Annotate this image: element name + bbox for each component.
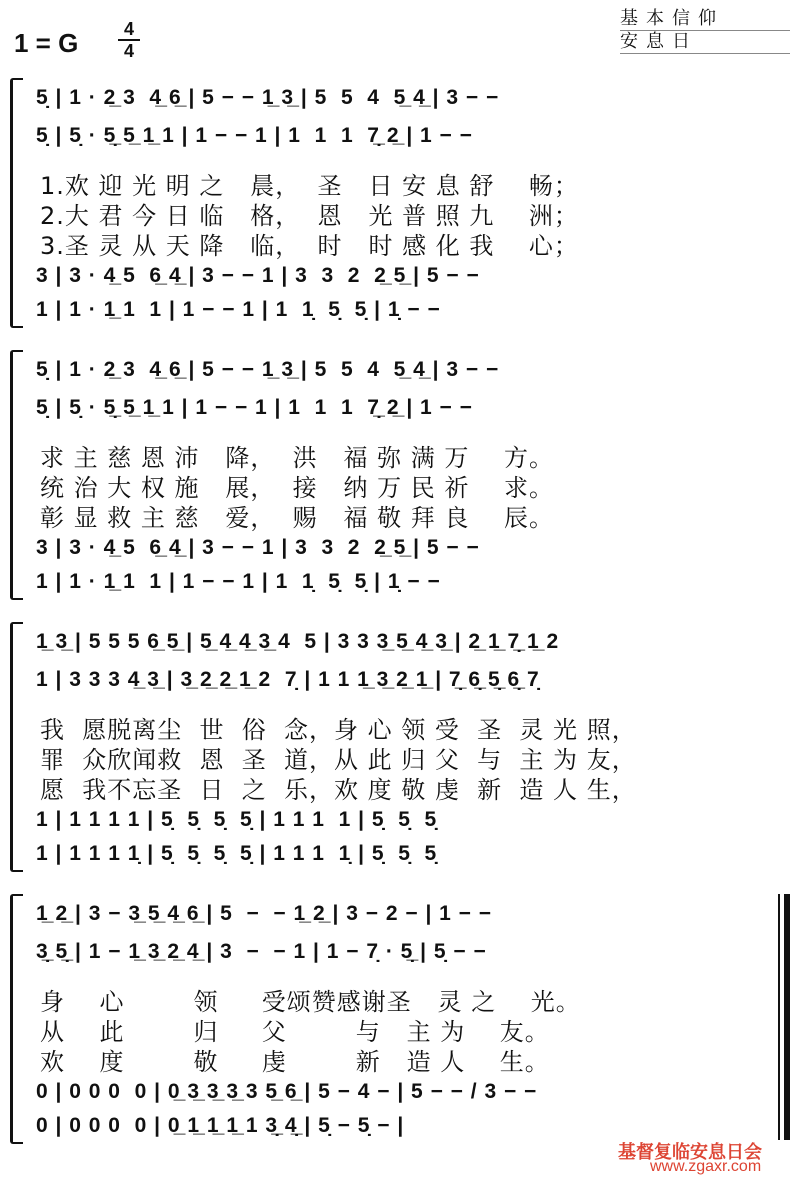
staff-soprano: 5̣ | 1 · 2̲ 3 4̲ 6̲ | 5 − − 1̲ 3̲ | 5 5 4 5̲ 4̲ | 3 − − [36, 358, 500, 381]
lyric-verse-3: 欢 度 敬 虔 新 造 人 生。 [40, 1048, 550, 1076]
lyric-verse-1: 1.欢 迎 光 明 之 晨， 圣 日 安 息 舒 畅； [40, 172, 579, 200]
staff-alto: 1 | 3 3 3 4̲ 3̲ | 3̲ 2̲ 2̲ 1̲ 2 7̣ | 1 1 1̲ 3̲ 2̲ 1̲ | 7̣̲ 6̣̲ 5̣̲ 6̣̲ 7̣ [36, 668, 540, 691]
staff-alto: 5̣ | 5̣ · 5̣̲ 5̲ 1̲ 1 | 1 − − 1 | 1 1 1 7̣̲ 2̲ | 1 − − [36, 124, 473, 147]
watermark-title: 基督复临安息日会 [618, 1142, 762, 1163]
staff-tenor: 1 | 1 1 1 1 | 5̣ 5̣ 5̣ 5̣ | 1 1 1 1 | 5̣ 5̣ 5̣ [36, 808, 438, 831]
system-brace [10, 350, 23, 600]
lyric-verse-3: 愿 我不忘圣 日 之 乐，欢 度 敬 虔 新 造 人 生， [40, 776, 637, 804]
lyric-verse-2: 2.大 君 今 日 临 格， 恩 光 普 照 九 洲； [40, 202, 579, 230]
staff-tenor: 3 | 3 · 4̲ 5 6̲ 4̲ | 3 − − 1 | 3 3 2 2̲ 5̲ | 5 − − [36, 536, 480, 559]
staff-bass: 0 | 0 0 0 0 | 0̲ 1̲ 1̲ 1̲ 1 3̣̲ 4̣̲ | 5̣ − 5̣ − | [36, 1114, 405, 1137]
time-bottom: 4 [123, 41, 134, 61]
lyric-verse-2: 统 治 大 权 施 展， 接 纳 万 民 祈 求。 [40, 474, 554, 502]
system-1 [0, 78, 800, 328]
staff-tenor: 3 | 3 · 4̲ 5 6̲ 4̲ | 3 − − 1 | 3 3 2 2̲ 5̲ | 5 − − [36, 264, 480, 287]
system-brace [10, 78, 23, 328]
lyric-verse-1: 身 心 领 受颂赞感谢圣 灵 之 光。 [40, 988, 581, 1016]
watermark-url: www.zgaxr.com [650, 1158, 762, 1175]
staff-bass: 1 | 1 · 1̲ 1 1 | 1 − − 1 | 1 1̣ 5̣ 5̣ | 1̣ − − [36, 298, 441, 321]
lyric-verse-1: 我 愿脱离尘 世 俗 念，身 心 领 受 圣 灵 光 照， [40, 716, 637, 744]
staff-soprano: 1̲ 3̲ | 5 5 5 6̲ 5̲ | 5̲ 4̲ 4̲ 3̲ 4 5 | 3 3 3̲ 5̲ 4̲ 3̲ | 2̲ 1̲ 7̣̲ 1̲ 2 [36, 630, 560, 653]
system-brace [10, 622, 23, 872]
credit-line-2: 安息日 [620, 31, 790, 54]
staff-bass: 1 | 1 · 1̲ 1 1 | 1 − − 1 | 1 1̣ 5̣ 5̣ | 1̣ − − [36, 570, 441, 593]
system-3 [0, 622, 800, 872]
system-brace [10, 894, 23, 1144]
lyric-verse-3: 3.圣 灵 从 天 降 临， 时 时 感 化 我 心； [40, 232, 579, 260]
lyric-verse-1: 求 主 慈 恩 沛 降， 洪 福 弥 满 万 方。 [40, 444, 554, 472]
staff-alto: 3̣̲ 5̣̲ | 1 − 1̲ 3̲ 2̲ 4̲ | 3 − − 1 | 1 − 7̣ · 5̣̲ | 5̣ − − [36, 940, 487, 963]
key-signature: 1 = G [14, 28, 79, 58]
staff-tenor: 0 | 0 0 0 0 | 0̲ 3̲ 3̲ 3̲ 3 5̲ 6̲ | 5 − 4 − | 5 − − / 3 − − [36, 1080, 538, 1103]
credits [620, 8, 790, 54]
staff-soprano: 1̲ 2̲ | 3 − 3̲ 5̲ 4̲ 6̲ | 5 − − 1̲ 2̲ | 3 − 2 − | 1 − − [36, 902, 493, 925]
time-top: 4 [123, 19, 134, 39]
system-4 [0, 894, 800, 1144]
staff-bass: 1 | 1 1 1 1̣ | 5̣ 5̣ 5̣ 5̣ | 1 1 1 1̣ | 5̣ 5̣ 5̣ [36, 842, 438, 865]
staff-soprano: 5̣ | 1 · 2̲ 3 4̲ 6̲ | 5 − − 1̲ 3̲ | 5 5 4 5̲ 4̲ | 3 − − [36, 86, 500, 109]
lyric-verse-2: 罪 众欣闻救 恩 圣 道，从 此 归 父 与 主 为 友， [40, 746, 637, 774]
staff-alto: 5̣ | 5̣ · 5̣̲ 5̲ 1̲ 1 | 1 − − 1 | 1 1 1 7̣̲ 2̲ | 1 − − [36, 396, 473, 419]
time-signature [118, 20, 140, 60]
lyric-verse-3: 彰 显 救 主 慈 爱， 赐 福 敬 拜 良 辰。 [40, 504, 554, 532]
lyric-verse-2: 从 此 归 父 与 主 为 友。 [40, 1018, 550, 1046]
credit-line-1: 基本信仰 [620, 8, 790, 31]
system-2 [0, 350, 800, 600]
